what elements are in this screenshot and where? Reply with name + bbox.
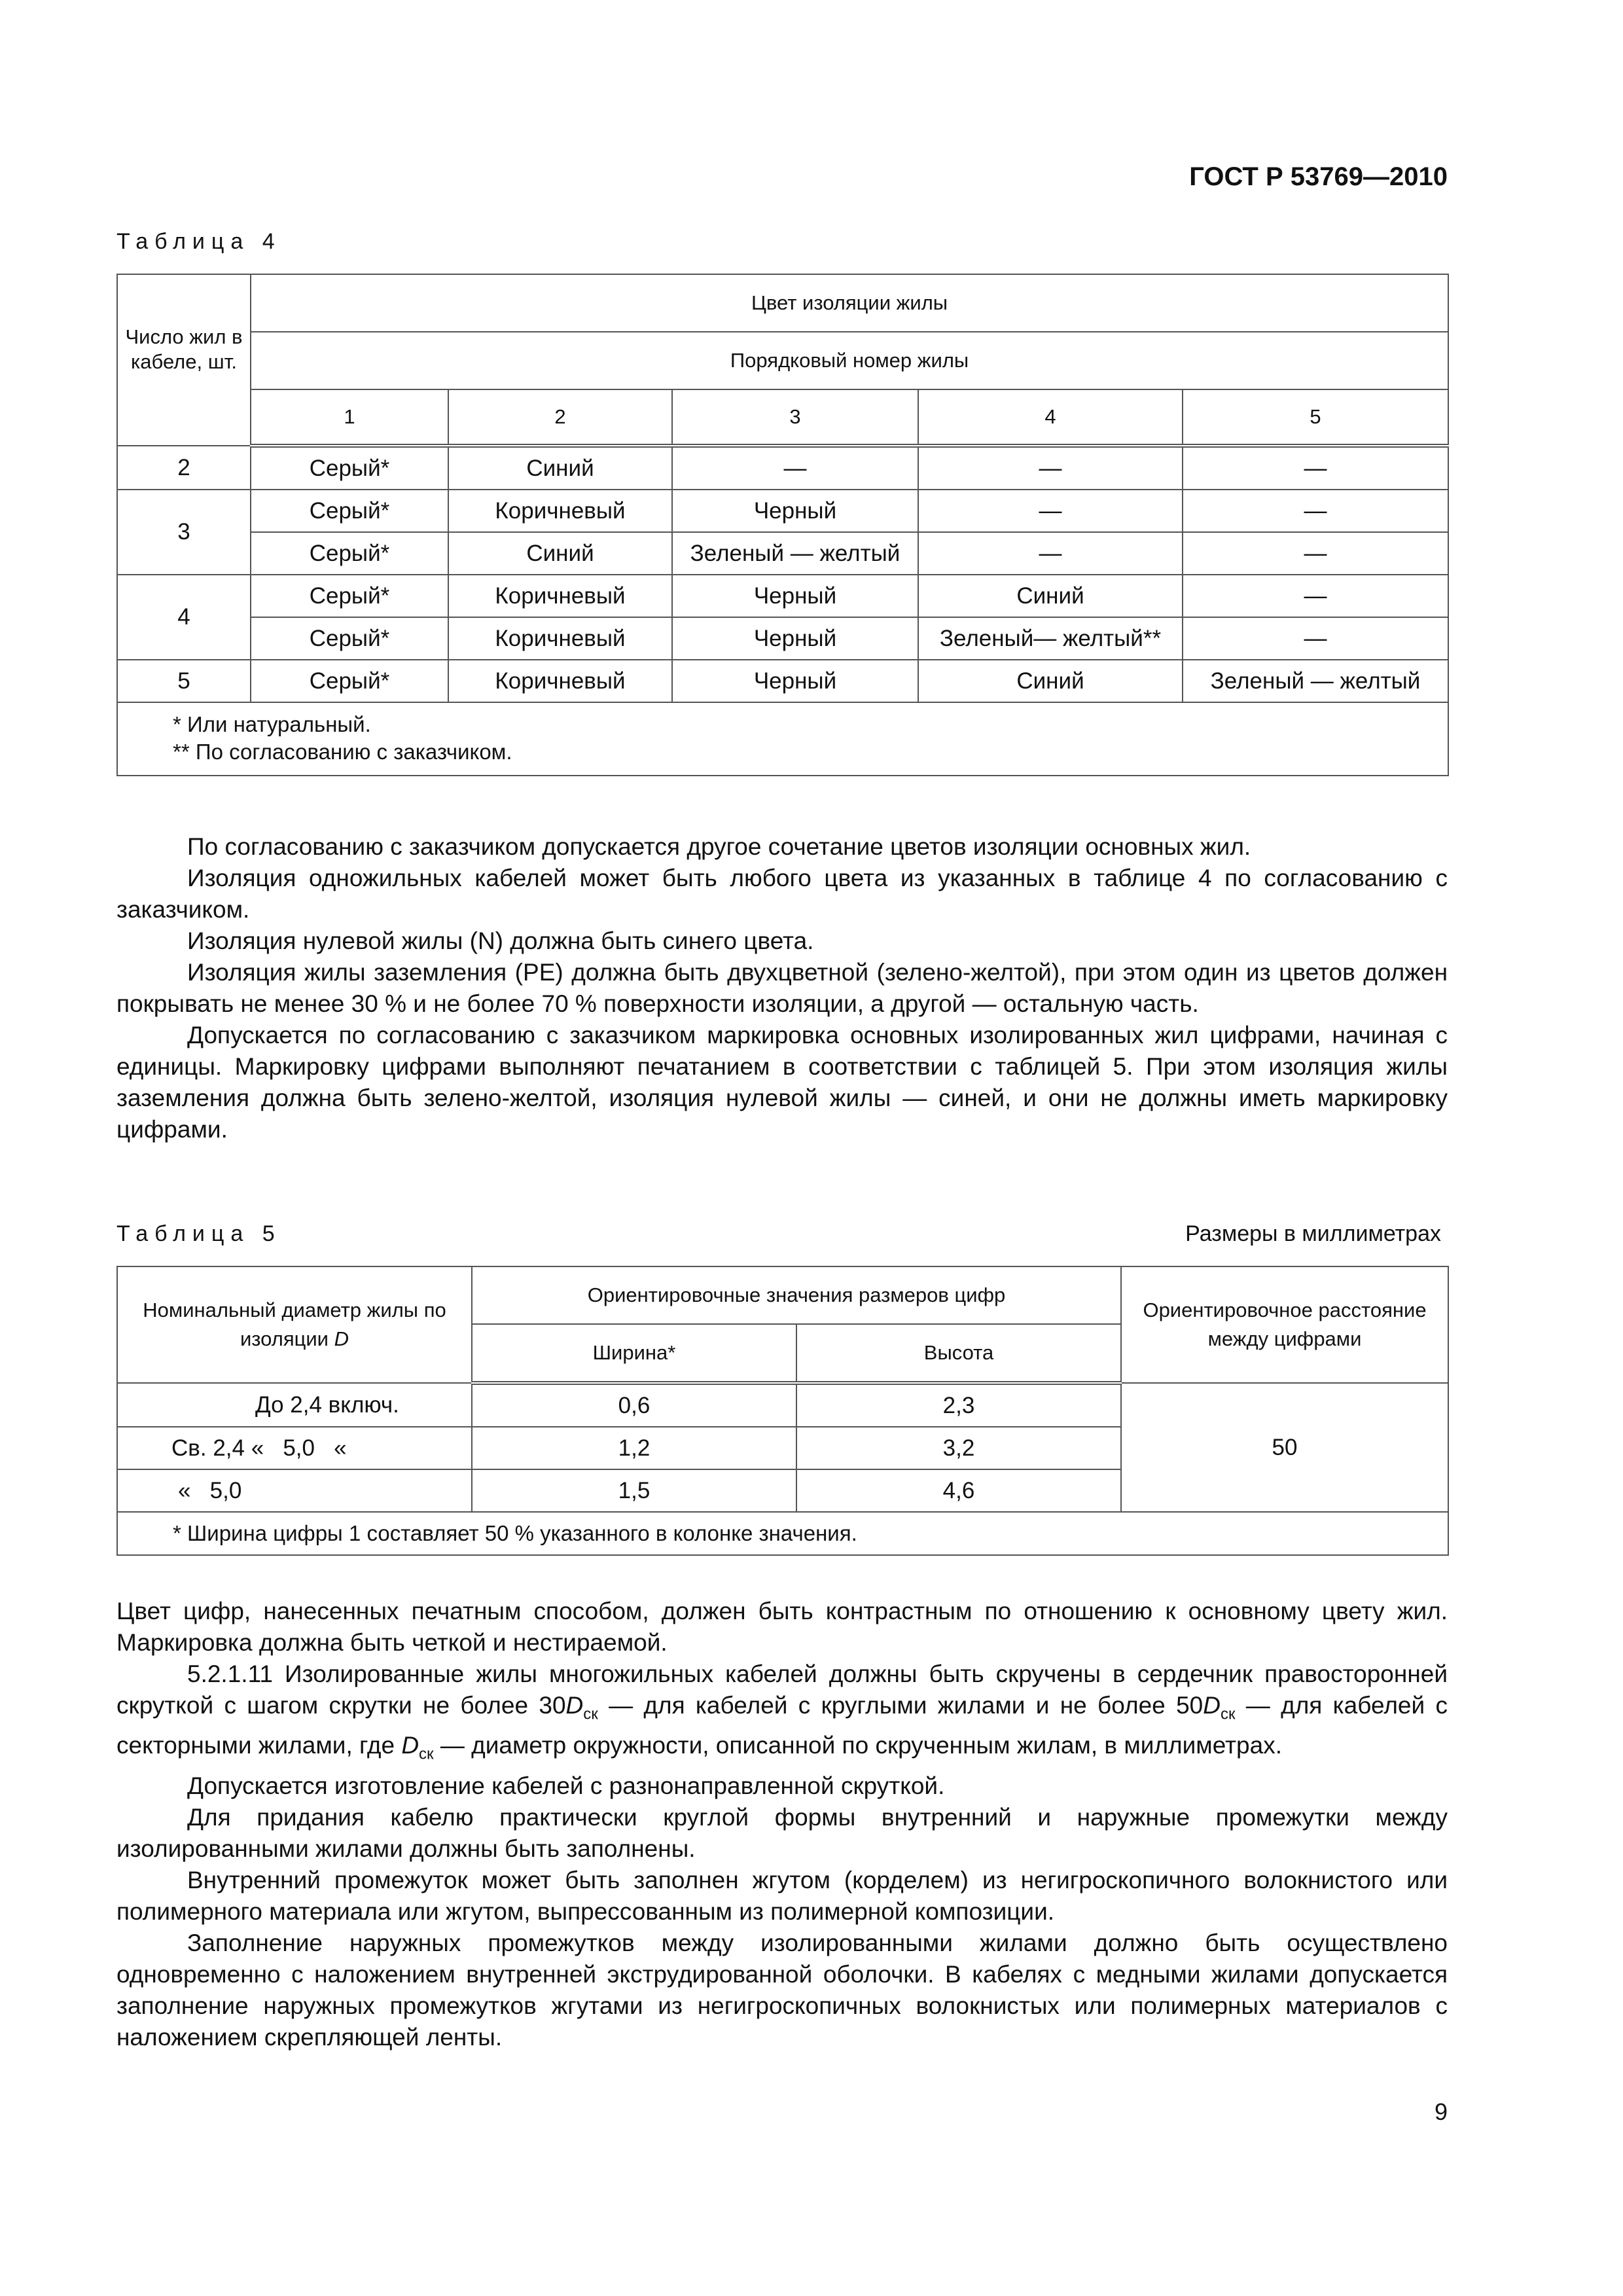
subscript: ск: [583, 1705, 598, 1723]
table-cell: 1,5: [472, 1469, 796, 1512]
table-cell: Синий: [918, 660, 1183, 702]
table-cell: Синий: [448, 532, 672, 575]
table-cell: —: [1183, 446, 1448, 490]
header-col-1: 1: [251, 389, 448, 446]
footnote: * Или натуральный.: [173, 712, 371, 736]
table-cell: Коричневый: [448, 575, 672, 617]
table-cell: Черный: [672, 660, 918, 702]
paragraph: Заполнение наружных промежутков между изолированными жилами должно быть осуществлено одновременно с наложением внутренней экструдированной оболочки. В кабелях с медными жилами допускается заполнение наружных промежутков жгутами из негигроскопичных волокнистых или полимерных материалов с наложением скрепляющей ленты.: [116, 1929, 1448, 2051]
table5-caption: Таблица 5: [116, 1221, 281, 1246]
header-col-5: 5: [1183, 389, 1448, 446]
paragraph: Изоляция одножильных кабелей может быть любого цвета из указанных в таблице 4 по согласованию с заказчиком.: [116, 865, 1448, 923]
table-cell: 3,2: [796, 1427, 1121, 1469]
body-text-1: [116, 831, 1448, 1145]
paragraph-5-2-1-11: [116, 1659, 1448, 1770]
table-cell: Черный: [672, 490, 918, 532]
table-cell: Зеленый — желтый: [1183, 660, 1448, 702]
table-row: [117, 575, 1448, 617]
header-diameter-label: Номинальный диаметр жилы по изоляции: [143, 1299, 446, 1350]
diameter-cell: « 5,0: [117, 1469, 472, 1512]
table-cell: Серый*: [251, 575, 448, 617]
text-run: — диаметр окружности, описанной по скрученным жилам, в миллиметрах.: [433, 1732, 1282, 1759]
table-row: [117, 617, 1448, 660]
table-cell: 4,6: [796, 1469, 1121, 1512]
paragraph: Допускается изготовление кабелей с разнонаправленной скруткой.: [187, 1772, 945, 1799]
table-cell: —: [918, 532, 1183, 575]
table4-caption: Таблица 4: [116, 229, 281, 254]
table-cell: —: [1183, 575, 1448, 617]
subscript: ск: [1220, 1705, 1236, 1723]
header-core-count: Число жил в кабеле, шт.: [117, 274, 251, 446]
table-cell: Серый*: [251, 490, 448, 532]
table-cell: —: [1183, 532, 1448, 575]
table-cell: —: [672, 446, 918, 490]
table-row: [117, 1383, 1448, 1427]
symbol-d: D: [1203, 1692, 1221, 1719]
table-4: [116, 274, 1449, 776]
core-count-cell: 3: [117, 490, 251, 575]
paragraph: Изоляция нулевой жилы (N) должна быть синего цвета.: [187, 927, 814, 954]
header-digit-distance: Ориентировочное расстояние между цифрами: [1121, 1266, 1448, 1383]
table-cell: —: [918, 490, 1183, 532]
table-row: [117, 446, 1448, 490]
body-text-2: [116, 1596, 1448, 2053]
symbol-d: D: [565, 1692, 584, 1719]
diameter-cell: Св. 2,4 « 5,0 «: [117, 1427, 472, 1469]
paragraph: Изоляция жилы заземления (РЕ) должна быть двухцветной (зелено-желтой), при этом один из цветов должен покрывать не менее 30 % и не более 70 % поверхности изоляции, а другой — остальную часть.: [116, 959, 1448, 1017]
header-insulation-color: Цвет изоляции жилы: [251, 274, 1448, 332]
header-col-2: 2: [448, 389, 672, 446]
paragraph: По согласованию с заказчиком допускается другое сочетание цветов изоляции основных жил.: [187, 833, 1251, 860]
table-cell: 2,3: [796, 1383, 1121, 1427]
table-cell: 0,6: [472, 1383, 796, 1427]
table-cell: 1,2: [472, 1427, 796, 1469]
table-row: [117, 532, 1448, 575]
paragraph: Допускается по согласованию с заказчиком маркировка основных изолированных жил цифрами, начиная с единицы. Маркировку цифрами выполняют печатанием в соответствии с таблицей 5. При этом изоляция жилы заземления должна быть зелено-желтой, изоляция нулевой жилы — синей, и они не должны иметь маркировку цифрами.: [116, 1022, 1448, 1143]
table-cell: Синий: [918, 575, 1183, 617]
distance-cell: 50: [1121, 1383, 1448, 1512]
table-cell: Синий: [448, 446, 672, 490]
header-col-3: 3: [672, 389, 918, 446]
subscript: ск: [419, 1745, 434, 1763]
symbol-d: D: [401, 1732, 419, 1759]
header-width: Ширина*: [472, 1324, 796, 1383]
footnote: ** По согласованию с заказчиком.: [173, 740, 512, 764]
table-cell: Коричневый: [448, 617, 672, 660]
table-row: [117, 660, 1448, 702]
table-cell: —: [1183, 490, 1448, 532]
table-cell: Черный: [672, 575, 918, 617]
table-cell: —: [918, 446, 1183, 490]
paragraph: Для придания кабелю практически круглой формы внутренний и наружные промежутки между изолированными жилами должны быть заполнены.: [116, 1803, 1448, 1862]
table-cell: Серый*: [251, 617, 448, 660]
table-cell: Серый*: [251, 660, 448, 702]
text-run: — для кабелей с секторными жилами, где: [116, 1692, 1448, 1759]
header-height: Высота: [796, 1324, 1121, 1383]
table-cell: —: [1183, 617, 1448, 660]
table-cell: Зеленый— желтый**: [918, 617, 1183, 660]
header-core-order: Порядковый номер жилы: [251, 332, 1448, 389]
table-5: [116, 1266, 1449, 1556]
core-count-cell: 5: [117, 660, 251, 702]
header-col-4: 4: [918, 389, 1183, 446]
table5-footnote: * Ширина цифры 1 составляет 50 % указанного в колонке значения.: [117, 1512, 1448, 1555]
table-cell: Зеленый — желтый: [672, 532, 918, 575]
table-cell: Коричневый: [448, 660, 672, 702]
document-number: ГОСТ Р 53769—2010: [1189, 162, 1448, 191]
text-run: 5.2.1.11 Изолированные жилы многожильных кабелей должны быть скручены в сердечник правосторонней скруткой с шагом скрутки не более 30: [116, 1660, 1448, 1719]
paragraph: Внутренний промежуток может быть заполнен жгутом (корделем) из негигроскопичного волокнистого или полимерного материала или жгутом, выпрессованным из полимерной композиции.: [116, 1866, 1448, 1925]
paragraph: Цвет цифр, нанесенных печатным способом, должен быть контрастным по отношению к основному цвету жил. Маркировка должна быть четкой и нестираемой.: [116, 1598, 1448, 1656]
table-cell: Серый*: [251, 446, 448, 490]
diameter-cell: До 2,4 включ.: [117, 1383, 472, 1427]
core-count-cell: 4: [117, 575, 251, 660]
table-cell: Серый*: [251, 532, 448, 575]
page-number: 9: [1434, 2098, 1448, 2125]
header-diameter: [117, 1266, 472, 1383]
table4-footnotes: [117, 702, 1448, 776]
table-row: [117, 490, 1448, 532]
text-run: — для кабелей с круглыми жилами и не более 50: [597, 1692, 1204, 1719]
table5-units: Размеры в миллиметрах: [1185, 1221, 1441, 1246]
header-digit-sizes: Ориентировочные значения размеров цифр: [472, 1266, 1121, 1324]
table-cell: Черный: [672, 617, 918, 660]
table-cell: Коричневый: [448, 490, 672, 532]
core-count-cell: 2: [117, 446, 251, 490]
header-diameter-symbol: D: [334, 1327, 349, 1350]
